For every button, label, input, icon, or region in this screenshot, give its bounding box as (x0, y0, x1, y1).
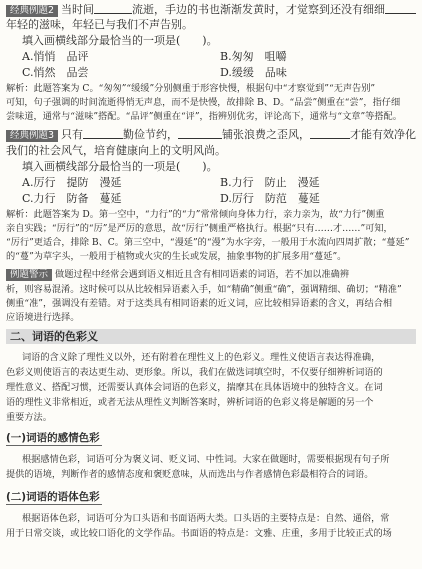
example-3-explanation: 的“蔓”为草字头，一般用于植物或火灾的生长或发展，抽象事物的扩展多用“蔓延”。 (6, 251, 347, 262)
example-warning-line: 侧重“准”，强调没有差错。对于这类具有相同语素的近义词，应比较相异语素的含义，再结合相 (6, 298, 393, 309)
section-paragraph: 理性意义、搭配习惯，还需要认真体会词语的色彩义，揣摩其在具体语境中的独特含义。在词 (6, 382, 383, 393)
example-2-instruction: 填入画横线部分最恰当的一项是( )。 (22, 34, 218, 47)
example-3-explanation: 亲自实践；“厉行”的“厉”是严厉的意思，故“厉行”侧重严格执行。根据“只有……才……”可知， (6, 223, 393, 234)
subsection-paragraph: 根据感情色彩，词语可分为褒义词、贬义词、中性词。大家在做题时，需要根据现有句子所 (22, 454, 390, 465)
section-paragraph: 词语的含义除了理性义以外，还有附着在理性义上的色彩义。理性义使语言表达得准确， (22, 352, 381, 363)
option-d: D.缓缓 品味 (220, 66, 287, 79)
example-3-instruction: 填入画横线部分最恰当的一项是( )。 (22, 160, 218, 173)
example-3-explanation: “厉行”更适合，排除 B、C。第三空中，“漫延”的“漫”为水字旁，一般用于水流向四周扩散；“蔓延” (6, 237, 410, 248)
answer-blank (83, 128, 123, 139)
section-paragraph: 重要方法。 (6, 412, 52, 423)
subsection-heading: (二)词语的语体色彩 (6, 491, 100, 503)
example-2-explanation: 解析：此题答案为 C。“匆匆”“缓缓”分别侧重于形容快慢，根据句中“才察觉到”“无声告别” (6, 83, 376, 94)
example-3-question-cont: 我们的社会风气，培育健康向上的文明风尚。 (6, 144, 226, 157)
option-b: B.匆匆 咀嚼 (220, 50, 287, 63)
option-a: A.厉行 提防 漫延 (22, 176, 122, 189)
example-3-tag: 经典例题3 (6, 130, 58, 142)
example-warning-line: 析，则容易混淆。这时候可以从比较相异语素入手，如“精确”侧重“确”，强调精细、确切；“精准” (6, 284, 402, 295)
subsection-paragraph: 提供的语境，判断作者的感情态度和褒贬意味，从而选出与作者感情色彩最相符合的词语。 (6, 469, 374, 480)
option-d: D.厉行 防范 蔓延 (220, 192, 320, 205)
example-warning: 例题警示 做题过程中经常会遇到语义相近且含有相同语素的词语，若不加以准确辨 (6, 268, 416, 281)
answer-blank (310, 128, 350, 139)
answer-blank (385, 3, 416, 14)
option-c: C.力行 防备 蔓延 (22, 192, 122, 205)
section-paragraph: 语的理性义非常相近，或者无法从理性义判断答案时，辨析词语的色彩义将是解题的另一个 (6, 397, 374, 408)
example-warning-tag: 例题警示 (6, 269, 52, 281)
section-paragraph: 色彩义则使语言的表达更生动、更形象。所以，我们在做选词填空时，不仅要仔细辨析词语的 (6, 367, 383, 378)
example-2-tag: 经典例题2 (6, 5, 58, 17)
example-2-explanation: 尝味道，通常与“滋味”搭配。“品评”侧重在“评”，指辨别优劣，评论高下，通常与“文章”等搭配。 (6, 111, 402, 122)
answer-blank (178, 128, 222, 139)
example-3-question: 经典例题3 只有 勤俭节约， 铺张浪费之歪风， 才能有效净化 (6, 128, 416, 142)
option-b: B.力行 防止 漫延 (220, 176, 320, 189)
subsection-heading: (一)词语的感情色彩 (6, 432, 100, 444)
example-2-question: 经典例题2 当时间 流逝，手边的书也渐渐发黄时，才觉察到还没有细细 (6, 3, 416, 17)
option-a: A.悄悄 品评 (22, 50, 89, 63)
subsection-paragraph: 用于日常交谈，或比较口语化的文学作品。书面语的特点是：文雅、庄重，多用于比较正式的场 (6, 528, 392, 539)
subsection-paragraph: 根据语体色彩，词语可分为口头语和书面语两大类。口头语的主要特点是：自然、通俗，常 (22, 513, 390, 524)
section-heading: 二、词语的色彩义 (6, 329, 416, 344)
example-2-question-cont: 年轻的滋味，年轻已与我们不声告别。 (6, 18, 193, 31)
answer-blank (94, 3, 132, 14)
example-3-explanation: 解析：此题答案为 D。第一空中，“力行”的“力”常常倾向身体力行，亲力亲为，故“力行”侧重 (6, 209, 385, 220)
example-2-explanation: 可知，句子强调的时间流逝得悄无声息，而不是快慢，故排除 B、D。“品尝”侧重在“尝”，指仔细 (6, 97, 401, 108)
example-warning-line: 应语境进行选择。 (6, 312, 80, 323)
option-c: C.悄然 品尝 (22, 66, 89, 79)
